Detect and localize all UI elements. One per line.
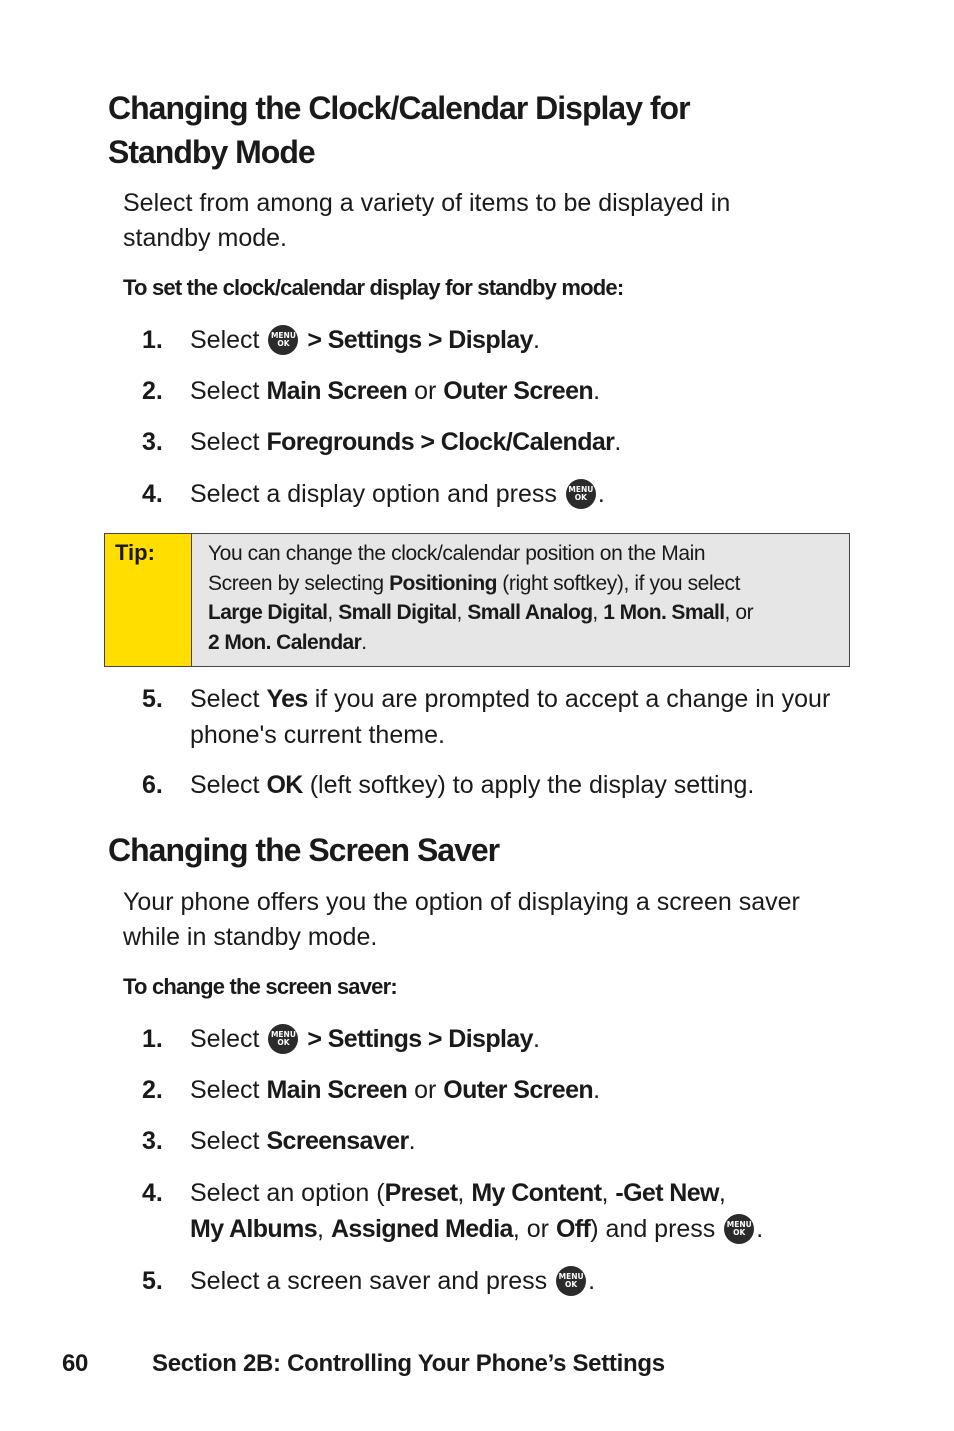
step-text: Select <box>190 1025 260 1053</box>
step-number: 4. <box>142 1179 163 1207</box>
step-bold: My Content <box>471 1179 602 1207</box>
step-bold: Main Screen <box>266 1076 408 1104</box>
section2-title: Changing the Screen Saver <box>108 832 500 868</box>
tip-positioning: Positioning <box>389 571 497 595</box>
step-sep: , <box>457 1179 472 1207</box>
step-text: Select a display option and press <box>190 480 557 508</box>
step-end: . <box>614 428 622 456</box>
section-title-clock-calendar <box>108 86 690 174</box>
step-text: Select a screen saver and press <box>190 1267 548 1295</box>
step-number: 3. <box>142 428 163 456</box>
menu-ok-key-icon: MENU OK <box>268 1024 298 1054</box>
tip-label: Tip: <box>115 540 155 565</box>
page-number: 60 <box>62 1350 89 1377</box>
step-bold: Main Screen <box>266 377 408 405</box>
step-bold: Foregrounds > Clock/Calendar <box>266 428 615 456</box>
section1-intro <box>123 186 730 256</box>
step-text: Select <box>190 1127 267 1155</box>
step-bold: > Settings > Display <box>307 326 533 354</box>
tip-line-1: You can change the clock/calendar position on the Main <box>208 542 706 565</box>
step-bold: Outer Screen <box>443 377 594 405</box>
intro-line-2: standby mode. <box>123 224 287 252</box>
step-number: 6. <box>142 771 163 799</box>
section-title-screen-saver <box>108 828 499 872</box>
step-end: . <box>593 1076 601 1104</box>
step-number: 4. <box>142 480 163 508</box>
tip-option: Small Analog <box>467 601 593 624</box>
step-number: 1. <box>142 1025 163 1053</box>
step-text: (left softkey) to apply the display setting. <box>302 771 755 799</box>
step-text: ) and press <box>590 1215 716 1243</box>
step-number: 2. <box>142 377 163 405</box>
step-end: . <box>756 1215 764 1243</box>
menu-ok-key-icon: MENU OK <box>268 325 298 355</box>
step-end: . <box>593 377 601 405</box>
menu-ok-key-icon: MENU OK <box>556 1266 586 1296</box>
tip-text <box>208 539 838 657</box>
step-end: . <box>532 1025 540 1053</box>
step-number: 5. <box>142 1267 163 1295</box>
step-bold: My Albums <box>190 1215 318 1243</box>
section1-subhead: To set the clock/calendar display for standby mode: <box>123 275 624 300</box>
title-line-2: Standby Mode <box>108 134 315 170</box>
menu-ok-key-icon: MENU OK <box>724 1214 754 1244</box>
step-bold: Preset <box>384 1179 458 1207</box>
tip-option: 1 Mon. Small <box>603 601 725 624</box>
step-text: Select <box>190 1076 267 1104</box>
intro-line-1: Select from among a variety of items to be displayed in <box>123 189 731 217</box>
tip-sep: , <box>456 601 468 624</box>
step-text: Select <box>190 771 267 799</box>
step-text: Select an option ( <box>190 1179 385 1207</box>
intro-line-1: Your phone offers you the option of displaying a screen saver <box>123 888 800 916</box>
step-text: if you are prompted to accept a change in your <box>307 685 831 713</box>
step-text: Select <box>190 428 267 456</box>
tip-sep: , <box>592 601 604 624</box>
tip-option: Small Digital <box>338 601 457 624</box>
step-sep: , <box>601 1179 616 1207</box>
step-number: 2. <box>142 1076 163 1104</box>
footer-section-title: Section 2B: Controlling Your Phone’s Settings <box>152 1350 665 1377</box>
tip-box <box>104 533 850 667</box>
step-sep: , <box>317 1215 331 1243</box>
intro-line-2: while in standby mode. <box>123 923 378 951</box>
step-bold: OK <box>266 771 303 799</box>
tip-line-2: Screen by selecting <box>208 571 390 595</box>
title-line-1: Changing the Clock/Calendar Display for <box>108 90 690 126</box>
tip-label-panel <box>105 534 192 666</box>
step-number: 3. <box>142 1127 163 1155</box>
tip-or: , or <box>724 601 754 624</box>
step-bold: Outer Screen <box>443 1076 594 1104</box>
step-bold: -Get New <box>615 1179 719 1207</box>
step-end: . <box>532 326 540 354</box>
step-text: phone's current theme. <box>190 721 445 749</box>
step-bold: Off <box>555 1215 591 1243</box>
section2-subhead: To change the screen saver: <box>123 974 397 999</box>
step-text: or <box>407 1076 444 1104</box>
tip-option: Large Digital <box>208 601 328 624</box>
step-text: Select <box>190 685 267 713</box>
tip-option: 2 Mon. Calendar <box>208 630 362 654</box>
tip-end: . <box>361 630 367 654</box>
step-bold: Screensaver <box>266 1127 409 1155</box>
step-sep: , <box>718 1179 726 1207</box>
step-end: . <box>408 1127 416 1155</box>
step-bold: > Settings > Display <box>307 1025 533 1053</box>
step-bold: Yes <box>266 685 308 713</box>
step-bold: Assigned Media <box>330 1215 513 1243</box>
tip-sep: , <box>327 601 339 624</box>
step-text: Select <box>190 326 260 354</box>
menu-ok-key-icon: MENU OK <box>566 479 596 509</box>
section2-intro <box>123 885 800 955</box>
step-text: or <box>407 377 444 405</box>
step-end: . <box>597 480 605 508</box>
step-number: 1. <box>142 326 163 354</box>
step-end: . <box>588 1267 596 1295</box>
step-sep: , or <box>512 1215 556 1243</box>
step-text: Select <box>190 377 267 405</box>
step-number: 5. <box>142 685 163 713</box>
tip-line-2-end: (right softkey), if you select <box>496 571 741 595</box>
